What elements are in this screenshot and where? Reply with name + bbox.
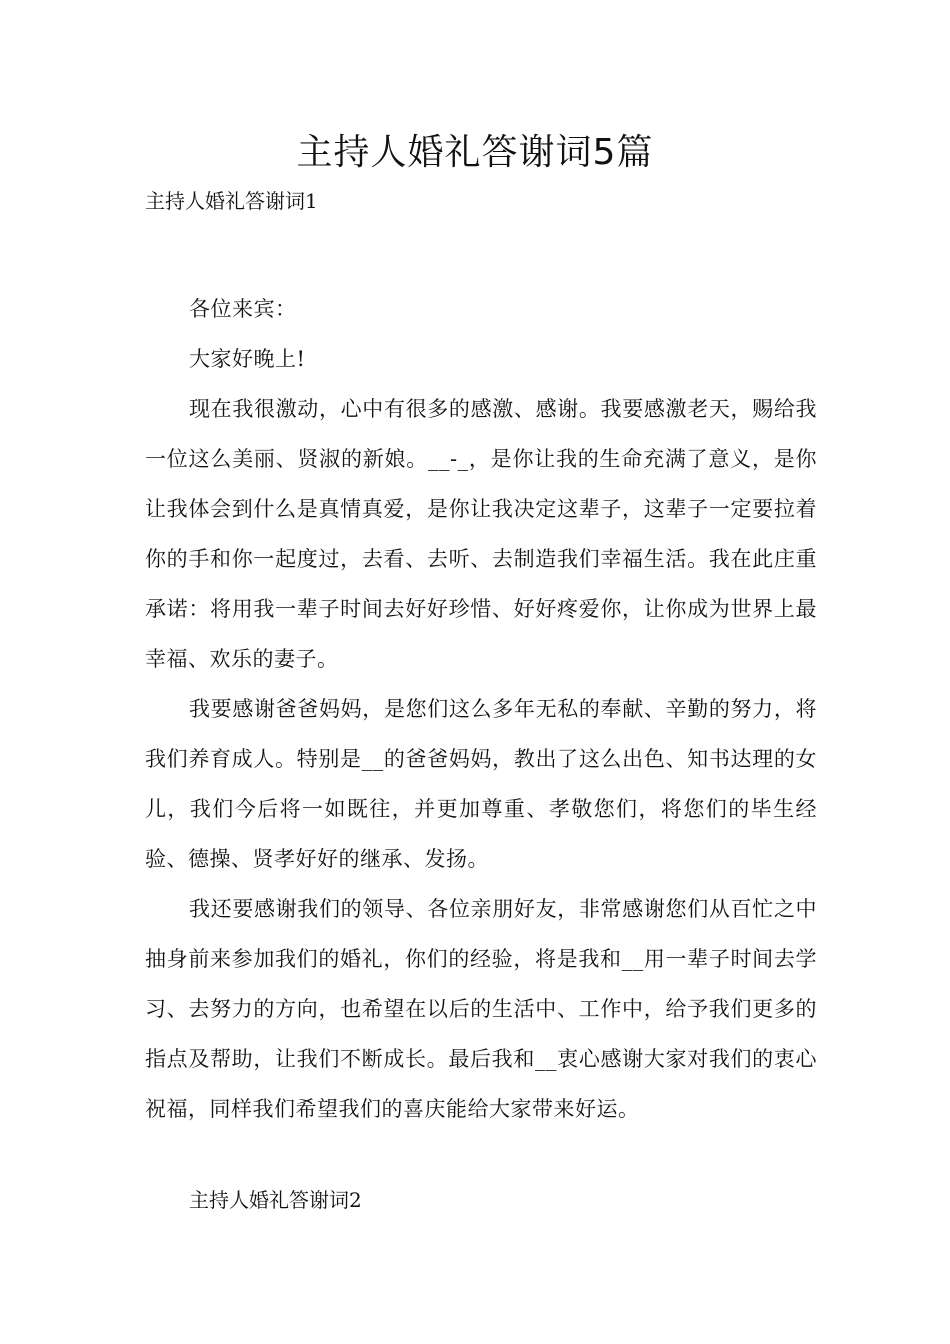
paragraph-thanks-guests: 我还要感谢我们的领导、各位亲朋好友，非常感谢您们从百忙之中抽身前来参加我们的婚礼，你们的经验，将是我和__用一辈子时间去学习、去努力的方向，也希望在以后的生活中、工作中，给予我们更多的指点及帮助，让我们不断成长。最后我和__衷心感谢大家对我们的衷心祝福，同样我们希望我们的喜庆能给大家带来好运。 — [145, 897, 817, 1121]
paragraph-thanks-parents: 我要感谢爸爸妈妈，是您们这么多年无私的奉献、辛勤的努力，将我们养育成人。特别是__的爸爸妈妈，教出了这么出色、知书达理的女儿，我们今后将一如既往，并更加尊重、孝敬您们，将您们的毕生经验、德操、贤孝好好的继承、发扬。 — [145, 697, 817, 871]
paragraph-salutation: 大家好晚上! — [189, 347, 306, 371]
document-subtitle: 主持人婚礼答谢词1 — [145, 189, 318, 213]
section-title: 主持人婚礼答谢词2 — [189, 1188, 362, 1212]
document-title: 主持人婚礼答谢词5篇 — [296, 132, 654, 173]
document-body — [145, 284, 817, 1134]
paragraph-greeting: 各位来宾： — [189, 297, 297, 321]
paragraph-thanks-bride: 现在我很激动，心中有很多的感激、感谢。我要感激老天，赐给我一位这么美丽、贤淑的新娘。__-_，是你让我的生命充满了意义，是你让我体会到什么是真情真爱，是你让我决定这辈子，这辈子一定要拉着你的手和你一起度过，去看、去听、去制造我们幸福生活。我在此庄重承诺：将用我一辈子时间去好好珍惜、好好疼爱你，让你成为世界上最幸福、欢乐的妻子。 — [145, 397, 817, 671]
